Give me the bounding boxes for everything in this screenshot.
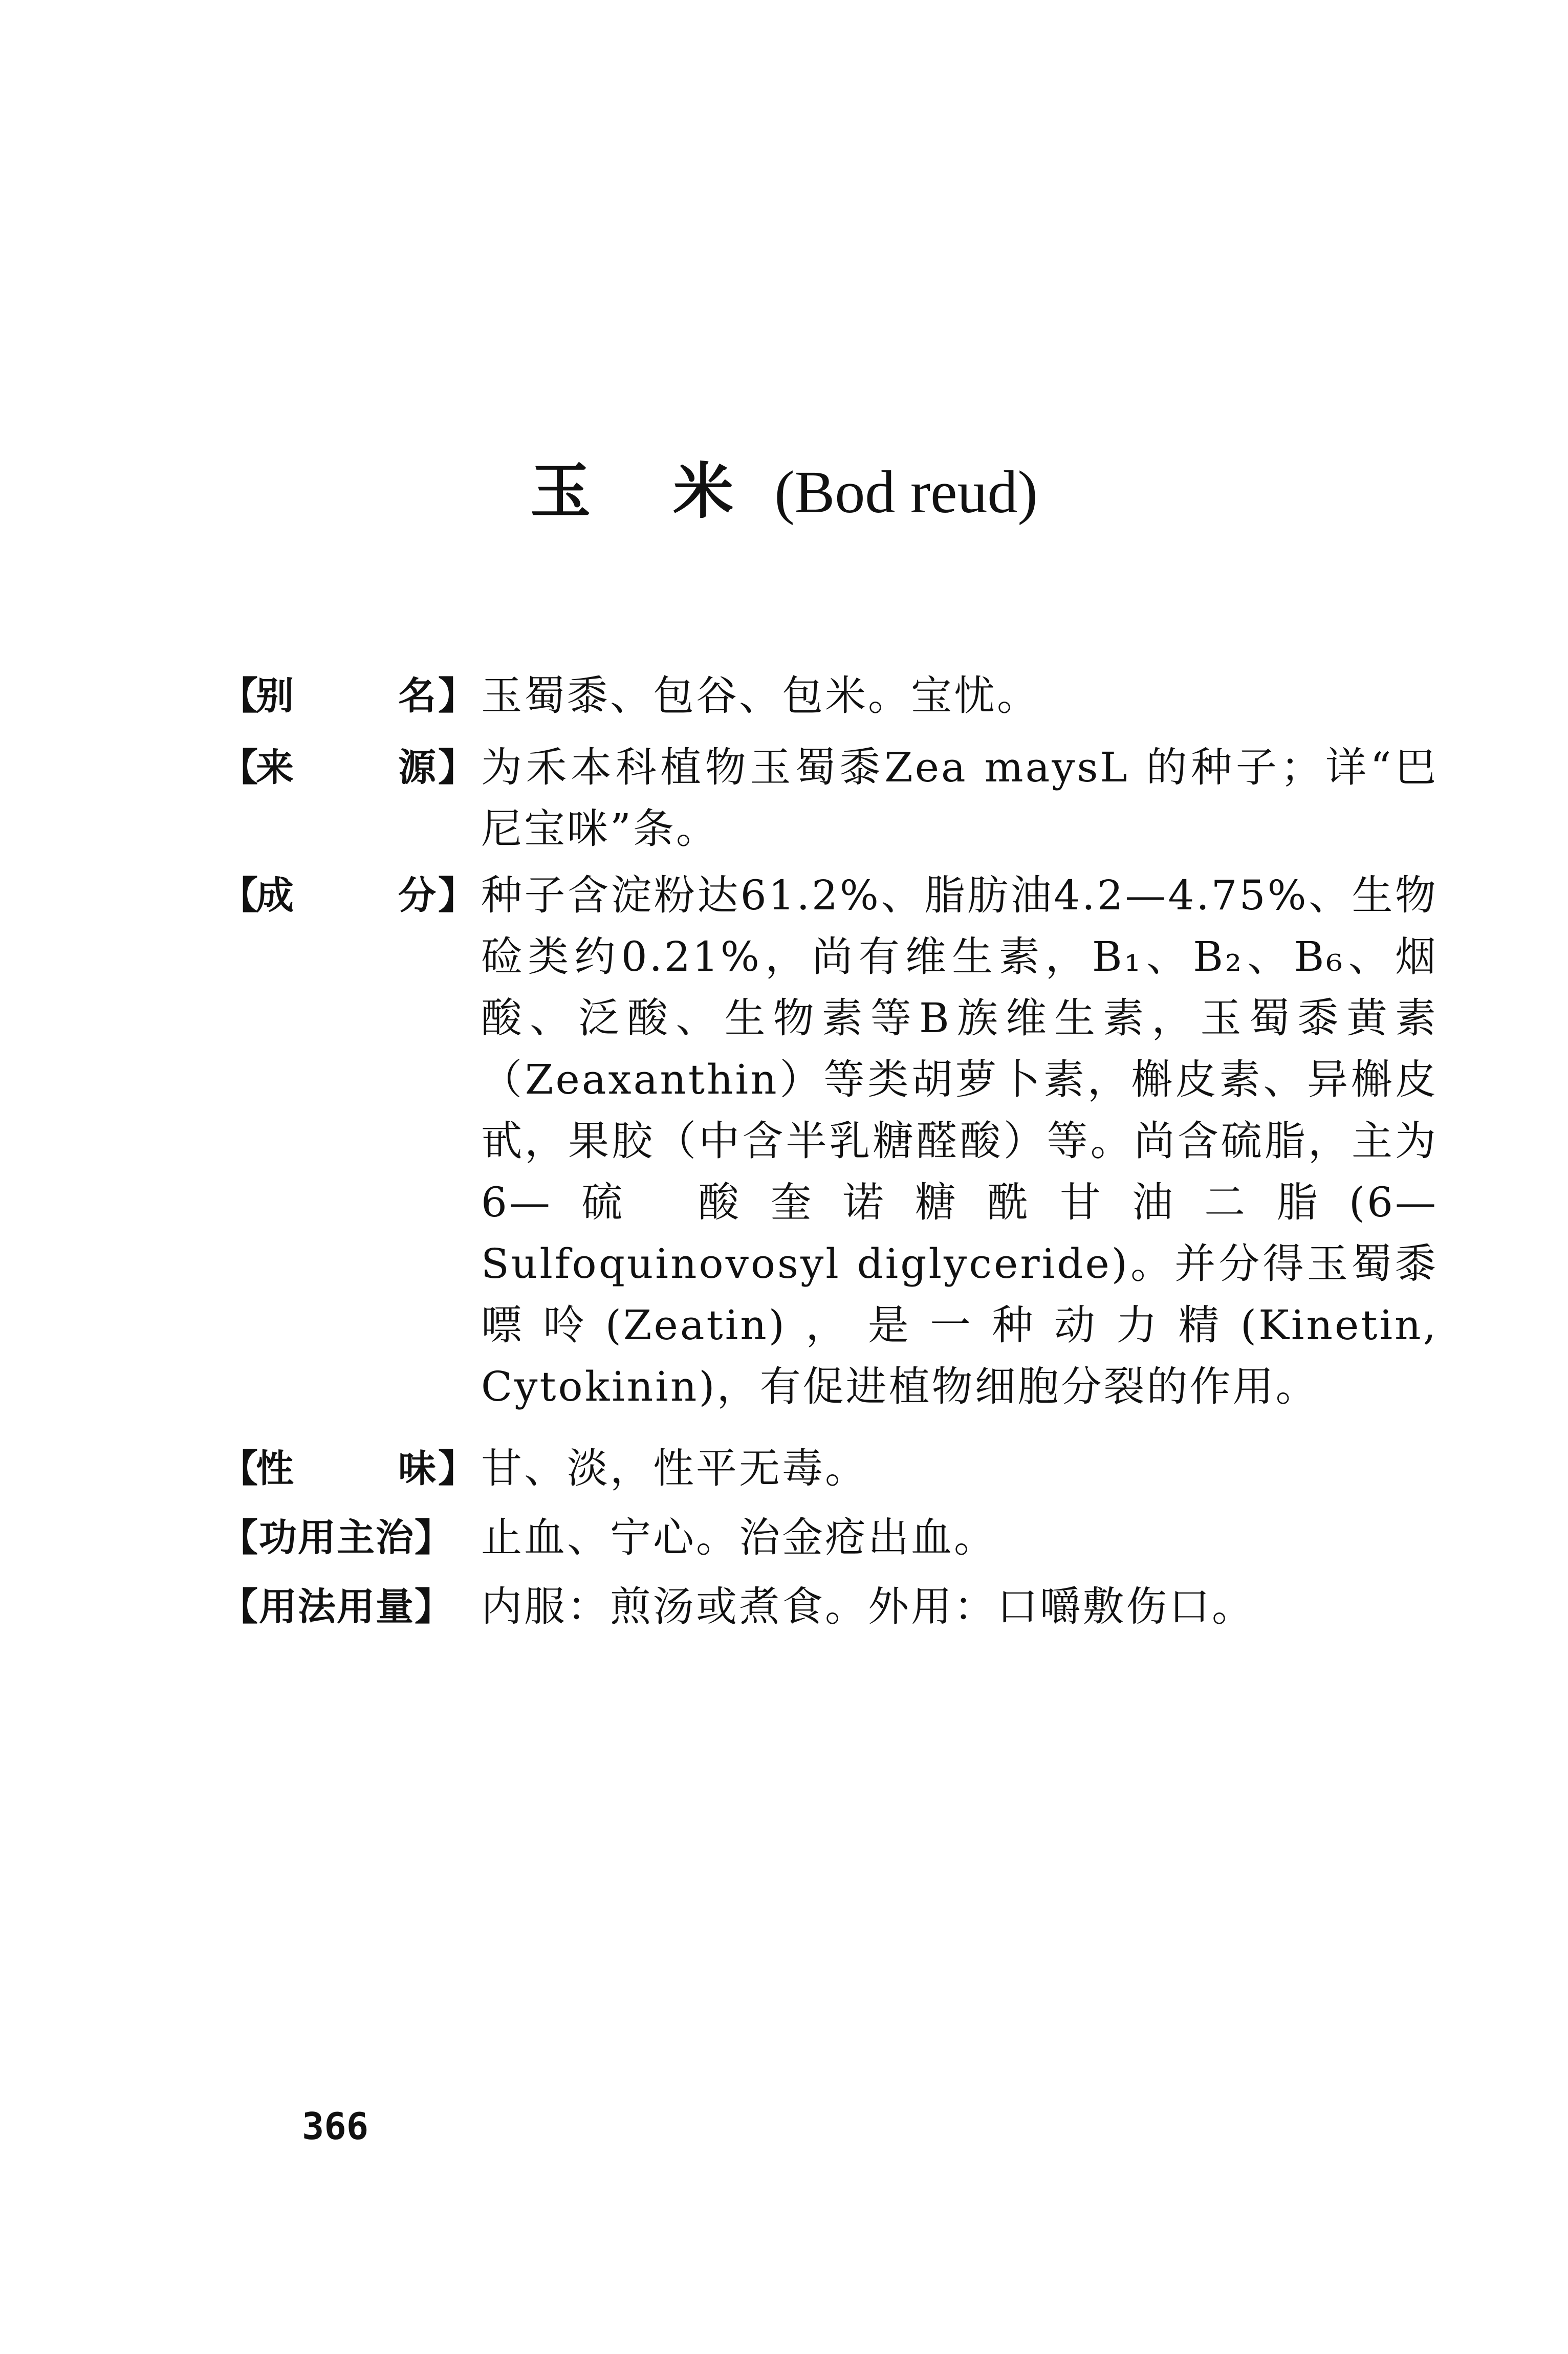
title-chinese: 玉 米 (530, 455, 765, 527)
bracket-open: 【 (220, 746, 258, 790)
entry-source (220, 737, 1438, 860)
label-char: 味 (398, 1447, 436, 1491)
entry-label (220, 865, 476, 926)
entry-indications (220, 1507, 1438, 1568)
label-text: 【用法用量】 (220, 1585, 453, 1629)
entry-text: 玉蜀黍、包谷、包米。宝忧。 (481, 672, 1040, 720)
entry-label (220, 1507, 476, 1568)
entry-text: 甘、淡，性平无毒。 (481, 1445, 868, 1492)
entry-text: 止血、宁心。治金疮出血。 (481, 1514, 997, 1561)
bracket-close: 】 (438, 674, 476, 718)
label-text: 【功用主治】 (220, 1516, 453, 1560)
label-char: 别 (256, 674, 294, 718)
entry-label (220, 1576, 476, 1638)
label-char: 名 (398, 674, 436, 718)
entry-nature-taste (220, 1438, 1438, 1499)
entry-text: 为禾本科植物玉蜀黍Zea maysL 的种子；详“巴尼宝咪”条。 (481, 744, 1438, 853)
label-char: 来 (256, 746, 294, 790)
page-number: 366 (302, 2105, 369, 2148)
entry-text: 内服：煎汤或煮食。外用：口嚼敷伤口。 (481, 1583, 1255, 1630)
label-char: 成 (256, 874, 294, 918)
bracket-close: 】 (438, 746, 476, 790)
page-title (0, 455, 1568, 528)
title-latin: (Bod reud) (774, 459, 1038, 526)
entry-label (220, 737, 476, 798)
bracket-open: 【 (220, 1447, 258, 1491)
label-char: 分 (398, 874, 436, 918)
entry-label (220, 1438, 476, 1499)
bracket-close: 】 (438, 874, 476, 918)
bracket-close: 】 (438, 1447, 476, 1491)
bracket-open: 【 (220, 874, 258, 918)
bracket-open: 【 (220, 674, 258, 718)
label-char: 性 (256, 1447, 294, 1491)
label-char: 源 (398, 746, 436, 790)
entry-label (220, 665, 476, 727)
entry-components (220, 865, 1438, 1418)
entry-usage-dosage (220, 1576, 1438, 1638)
entry-text: 种子含淀粉达61.2%、脂肪油4.2—4.75%、生物硷类约0.21%，尚有维生素，B₁、B₂、B₆、烟酸、泛酸、生物素等B族维生素，玉蜀黍黄素（Zeaxanthin）等类胡萝卜素，槲皮素、异槲皮甙，果胶（中含半乳糖醛酸）等。尚含硫脂，主为6—硫 酸奎诺糖酰甘油二脂(6—Sulfoquinovosyl diglyceride)。并分得玉蜀黍嘌呤(Zeatin)，是一种动力精(Kinetin, Cytokinin)，有促进植物细胞分裂的作用。 (481, 871, 1438, 1410)
entry-alias (220, 665, 1438, 727)
